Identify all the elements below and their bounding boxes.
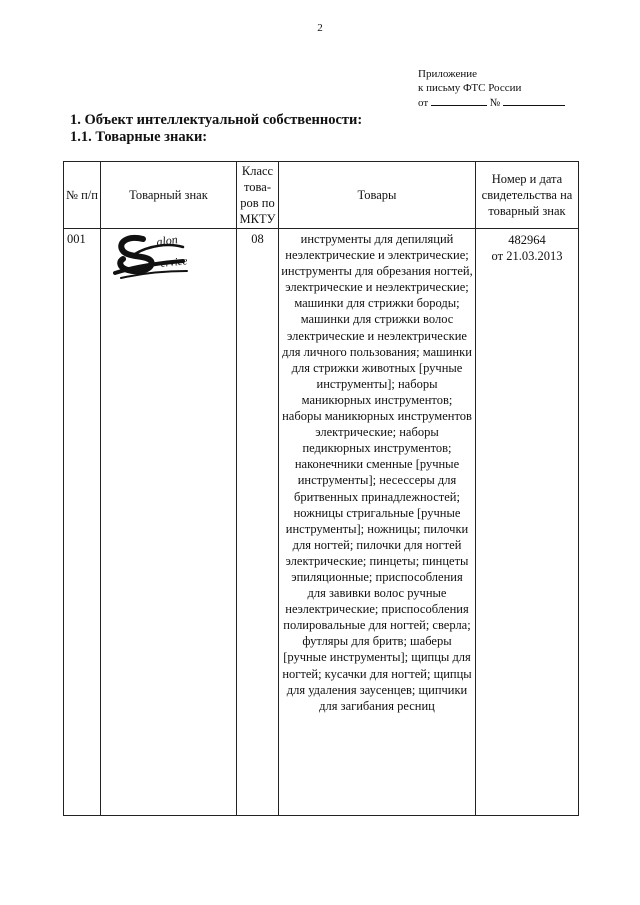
trademarks-table — [63, 161, 579, 816]
table-header-row — [64, 162, 579, 229]
header-num: № п/п — [64, 162, 101, 229]
subsection-heading: 1.1. Товарные знаки: — [70, 129, 208, 145]
header-certificate: Номер и дата свидетельства на товарный знак — [476, 162, 579, 229]
header-class: Класс това-ров по МКТУ — [237, 162, 279, 229]
page-number: 2 — [317, 22, 323, 34]
appendix-date-number — [418, 95, 565, 111]
svg-text:ervice: ervice — [160, 255, 189, 270]
number-sign: № — [489, 97, 501, 109]
appendix-letter-ref: к письму ФТС России — [418, 81, 522, 94]
number-blank — [503, 95, 565, 106]
trademark-logo — [101, 229, 236, 287]
header-mark: Товарный знак — [101, 162, 237, 229]
row-mark — [101, 229, 237, 816]
row-num: 001 — [64, 229, 101, 816]
appendix-block — [418, 68, 565, 111]
table-row — [64, 229, 579, 816]
row-class: 08 — [237, 229, 279, 816]
header-goods: Товары — [279, 162, 476, 229]
svg-text:alon: alon — [155, 232, 179, 249]
row-goods: инструменты для депиляций неэлектрические и электрические; инструменты для обрезания ногтей, электрические и неэлектрические; машинки для стрижки бороды; машинки для стрижки волос электрические и неэлектрические для личного пользования; машинки для стрижки животных [ручные инструменты]; наборы маникюрных инструментов; наборы маникюрных инструментов электрические; наборы педикюрных инструментов; наконечники сменные [ручные инструменты]; несессеры для бритвенных принадлежностей; ножницы стригальные [ручные инструменты]; ножницы; пилочки для ногтей; пилочки для ногтей электрические; пинцеты; пинцеты эпиляционные; приспособления для завивки волос ручные неэлектрические; приспособления полировальные для ногтей; сверла; футляры для бритв; шаберы [ручные инструменты]; щипцы для ногтей; кусачки для ногтей; щипцы для удаления заусенцев; щипчики для загибания ресниц — [279, 229, 476, 816]
row-certificate — [476, 229, 579, 816]
trademark-logo-image — [113, 231, 217, 283]
certificate-date: от 21.03.2013 — [491, 249, 563, 263]
from-label: от — [418, 97, 429, 109]
date-blank — [431, 95, 487, 106]
appendix-title: Приложение — [418, 68, 478, 80]
section-heading: 1. Объект интеллектуальной собственности: — [70, 112, 363, 128]
certificate-number: 482964 — [508, 233, 546, 247]
